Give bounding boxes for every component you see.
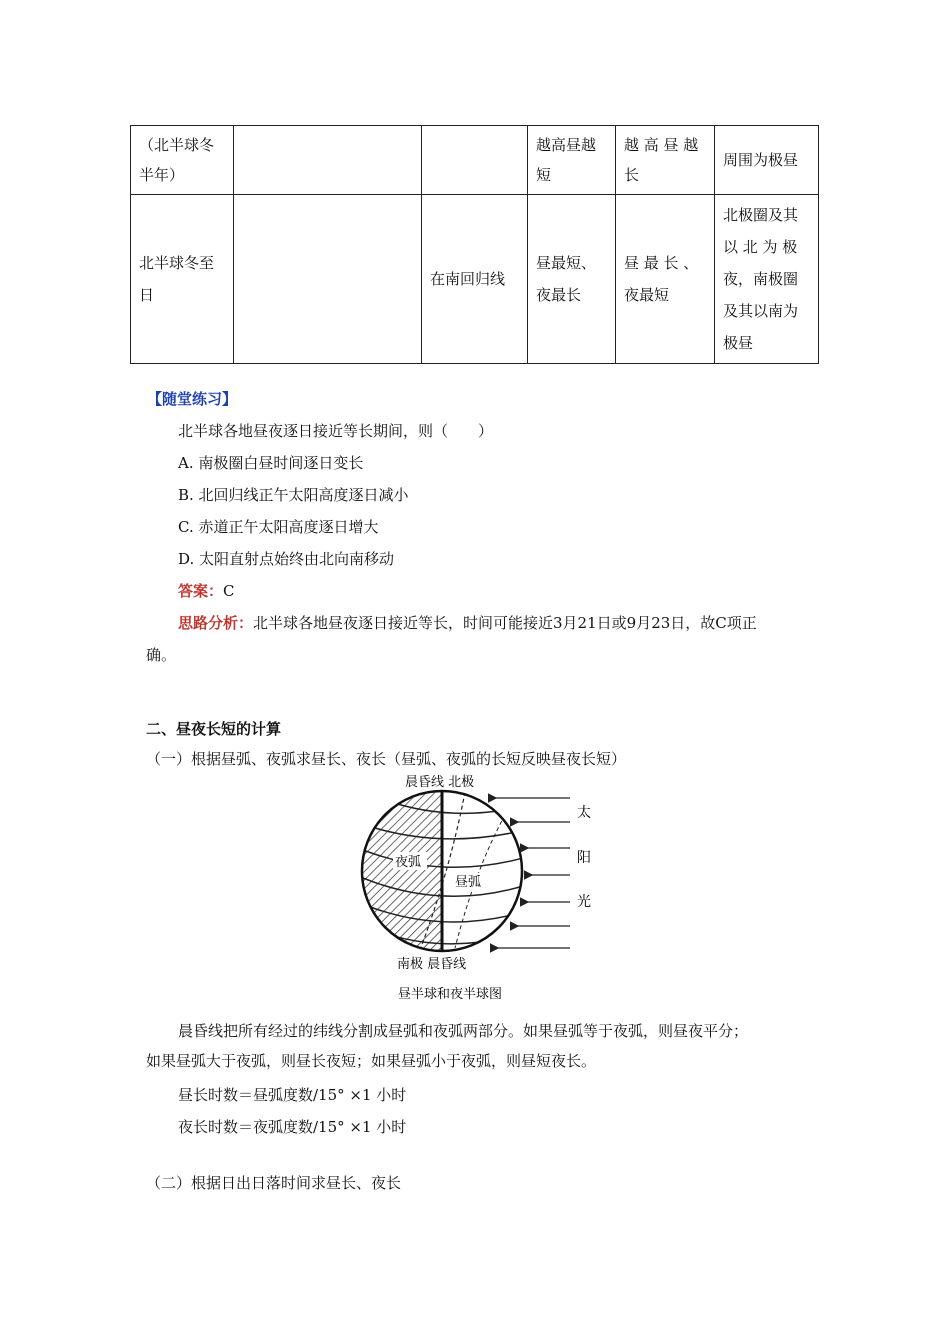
option-c: C. 赤道正午太阳高度逐日增大 [178, 518, 379, 536]
table-cell: 北半球冬至日 [131, 195, 234, 364]
diagram-svg [355, 770, 595, 1010]
answer-label: 答案： [178, 582, 224, 600]
subsection-2: （二）根据日出日落时间求昼长、夜长 [146, 1174, 402, 1192]
answer-value: C [223, 582, 235, 600]
label-top: 晨昏线 北极 [405, 775, 475, 790]
table-cell: 昼 最 长 、夜最短 [616, 195, 715, 364]
practice-question: 北半球各地昼夜逐日接近等长期间，则（ ） [178, 422, 494, 440]
practice-title: 【随堂练习】 [147, 390, 238, 408]
table-cell: 在南回归线 [422, 195, 528, 364]
label-sun-3: 光 [577, 894, 591, 910]
subsection-1: （一）根据昼弧、夜弧求昼长、夜长（昼弧、夜弧的长短反映昼夜长短） [146, 750, 627, 768]
option-d: D. 太阳直射点始终由北向南移动 [178, 550, 395, 568]
section-title: 二、昼夜长短的计算 [146, 720, 282, 738]
table-cell [422, 126, 528, 195]
formula-night-length: 夜长时数＝夜弧度数/15° ×1 小时 [178, 1118, 407, 1136]
analysis-continued: 确。 [146, 646, 177, 664]
label-night-arc: 夜弧 [395, 855, 422, 870]
table-row [131, 195, 819, 364]
daylight-table [130, 125, 819, 364]
table-cell: 越高昼越短 [528, 126, 616, 195]
table-cell: 北极圈及其以 北 为 极夜，南极圈及其以南为极昼 [715, 195, 819, 364]
table-cell [234, 195, 422, 364]
label-bottom: 南极 晨昏线 [397, 957, 467, 972]
table-row [131, 126, 819, 195]
label-day-arc: 昼弧 [455, 875, 482, 890]
table-cell [234, 126, 422, 195]
option-a: A. 南极圈白昼时间逐日变长 [178, 454, 364, 472]
diagram-caption: 昼半球和夜半球图 [398, 987, 503, 1002]
label-sun-2: 阳 [577, 850, 591, 866]
label-sun-1: 太 [577, 805, 591, 821]
table-cell: 越 高 昼 越长 [616, 126, 715, 195]
formula-day-length: 昼长时数＝昼弧度数/15° ×1 小时 [178, 1086, 407, 1104]
paragraph-line-1: 晨昏线把所有经过的纬线分割成昼弧和夜弧两部分。如果昼弧等于夜弧，则昼夜平分； [178, 1022, 749, 1040]
option-b: B. 北回归线正午太阳高度逐日减小 [178, 486, 409, 504]
table-cell: 昼最短、夜最长 [528, 195, 616, 364]
answer [178, 580, 235, 602]
table-cell: 周围为极昼 [715, 126, 819, 195]
paragraph-line-2: 如果昼弧大于夜弧，则昼长夜短；如果昼弧小于夜弧，则昼短夜长。 [146, 1052, 597, 1070]
day-night-hemisphere-diagram [355, 770, 595, 1010]
analysis-label: 思路分析： [178, 614, 254, 632]
analysis-text: 北半球各地昼夜逐日接近等长，时间可能接近3月21日或9月23日，故C项正 [253, 614, 757, 632]
table-cell: （北半球冬半年） [131, 126, 234, 195]
analysis [178, 612, 757, 634]
